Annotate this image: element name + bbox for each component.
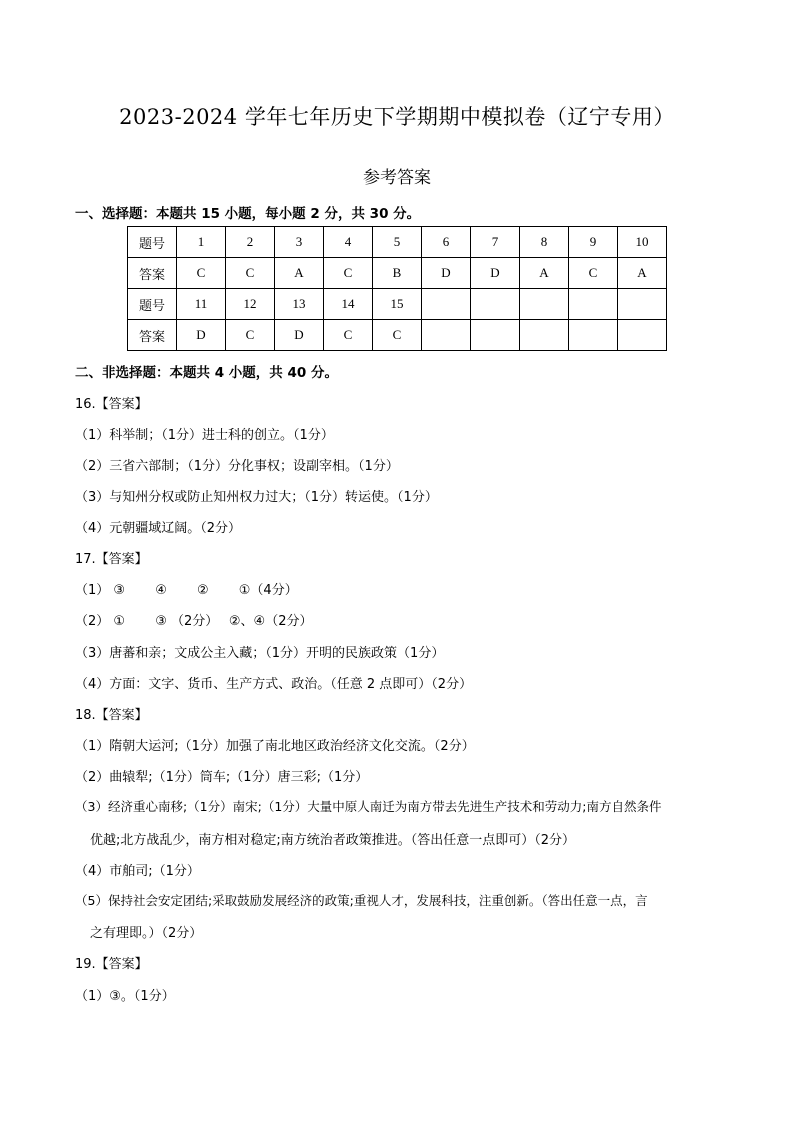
table-cell: 6 (422, 227, 471, 258)
row-label-number: 题号 (128, 289, 177, 320)
table-cell: B (373, 258, 422, 289)
table-row-answers-2 (128, 320, 667, 351)
table-cell (422, 320, 471, 351)
table-cell (471, 320, 520, 351)
q19-answer-line: （1）③。（1分） (75, 989, 175, 1004)
table-cell (422, 289, 471, 320)
q18-answer-line-continued: 之有理即。）（2分） (90, 926, 203, 941)
q18-answer-line: （3）经济重心南移;（1分）南宋;（1分）大量中原人南迁为南方带去先进生产技术和劳动力;南方自然条件 (75, 799, 662, 814)
row-label-answer: 答案 (128, 320, 177, 351)
table-cell: C (569, 258, 618, 289)
q18-answer-line: （4）市舶司;（1分） (75, 864, 200, 879)
table-cell: 8 (520, 227, 569, 258)
table-cell: 14 (324, 289, 373, 320)
q16-answer-line: （3）与知州分权或防止知州权力过大；（1分）转运使。（1分） (75, 490, 438, 505)
section-choice-heading: 一、选择题：本题共 15 小题，每小题 2 分，共 30 分。 (75, 206, 421, 222)
table-cell: 4 (324, 227, 373, 258)
table-cell: C (226, 258, 275, 289)
answer-table (127, 226, 667, 351)
table-cell (569, 320, 618, 351)
table-cell (520, 289, 569, 320)
table-cell: 9 (569, 227, 618, 258)
q17-answer-line: （3）唐蕃和亲；文成公主入藏；（1分）开明的民族政策（1分） (75, 646, 445, 661)
table-cell: C (324, 320, 373, 351)
row-label-number: 题号 (128, 227, 177, 258)
row-label-answer: 答案 (128, 258, 177, 289)
q18-answer-line: （5）保持社会安定团结;采取鼓励发展经济的政策;重视人才，发展科技，注重创新。（答出任意一点，言 (75, 893, 648, 908)
q16-heading: 16.【答案】 (75, 397, 148, 412)
table-cell: 7 (471, 227, 520, 258)
q18-answer-line: （2）曲辕犁;（1分）筒车;（1分）唐三彩;（1分） (75, 770, 369, 785)
table-cell: 10 (618, 227, 667, 258)
q18-answer-line-continued: 优越;北方战乱少，南方相对稳定;南方统治者政策推进。（答出任意一点即可）（2分） (90, 833, 576, 848)
table-cell: D (275, 320, 324, 351)
table-cell: 3 (275, 227, 324, 258)
table-cell (569, 289, 618, 320)
table-cell: 2 (226, 227, 275, 258)
table-cell: 13 (275, 289, 324, 320)
table-cell: 1 (177, 227, 226, 258)
document-title: 2023-2024 学年七年历史下学期期中模拟卷（辽宁专用） (119, 105, 675, 129)
table-row-numbers-2 (128, 289, 667, 320)
q17-heading: 17.【答案】 (75, 552, 148, 567)
table-cell: D (422, 258, 471, 289)
table-cell: A (520, 258, 569, 289)
table-cell: A (275, 258, 324, 289)
q19-heading: 19.【答案】 (75, 957, 148, 972)
table-row-numbers-1 (128, 227, 667, 258)
q17-answer-line: （2） ① ③ （2分） ②、④（2分） (75, 614, 313, 629)
table-cell (471, 289, 520, 320)
table-cell (520, 320, 569, 351)
q16-answer-line: （2）三省六部制；（1分）分化事权；设副宰相。（1分） (75, 459, 399, 474)
q16-answer-line: （1）科举制；（1分）进士科的创立。（1分） (75, 428, 334, 443)
table-cell: 15 (373, 289, 422, 320)
table-cell: D (471, 258, 520, 289)
q17-answer-line: （1） ③ ④ ② ①（4分） (75, 583, 298, 598)
table-cell: A (618, 258, 667, 289)
table-cell: 12 (226, 289, 275, 320)
q16-answer-line: （4）元朝疆域辽阔。（2分） (75, 521, 242, 536)
table-cell: C (324, 258, 373, 289)
q17-answer-line: （4）方面：文字、货币、生产方式、政治。（任意 2 点即可）（2分） (75, 677, 473, 692)
table-cell: C (226, 320, 275, 351)
table-cell (618, 320, 667, 351)
table-cell: 5 (373, 227, 422, 258)
table-cell: 11 (177, 289, 226, 320)
table-cell: C (373, 320, 422, 351)
table-row-answers-1 (128, 258, 667, 289)
q18-answer-line: （1）隋朝大运河;（1分）加强了南北地区政治经济文化交流。（2分） (75, 739, 475, 754)
section-nonchoice-heading: 二、非选择题：本题共 4 小题，共 40 分。 (75, 365, 338, 381)
document-subtitle: 参考答案 (363, 168, 431, 188)
table-cell (618, 289, 667, 320)
q18-heading: 18.【答案】 (75, 708, 148, 723)
table-cell: C (177, 258, 226, 289)
table-cell: D (177, 320, 226, 351)
